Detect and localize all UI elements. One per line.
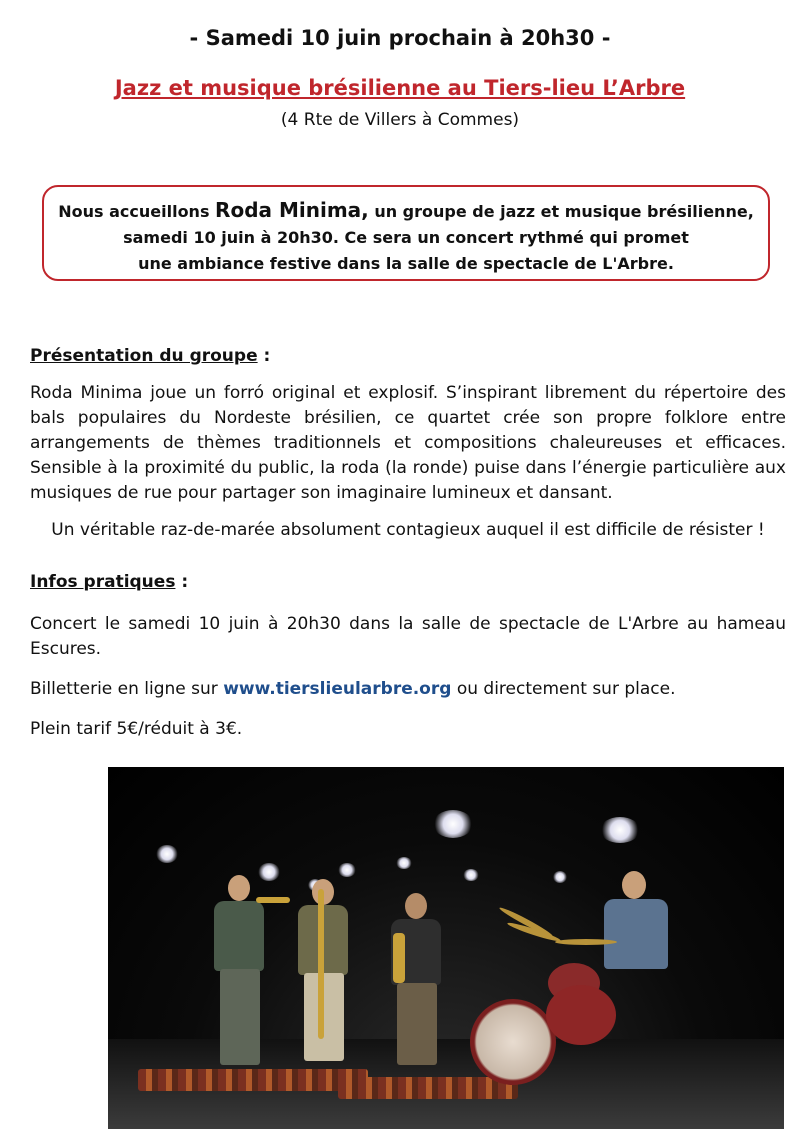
stage-light [433,810,473,838]
stage-light [600,817,640,843]
presentation-heading-text: Présentation du groupe [30,346,258,366]
intro-line-3: une ambiance festive dans la salle de spectacle de L'Arbre. [138,254,674,273]
infos-heading-text: Infos pratiques [30,572,176,592]
stage-light [463,869,479,881]
musician-saxophone [383,893,453,1073]
stage-light [156,845,178,863]
presentation-section [30,344,786,543]
ticket-text-before: Billetterie en ligne sur [30,679,224,699]
musician-trombone [290,879,360,1069]
stage-light [338,863,356,877]
intro-line-2: samedi 10 juin à 20h30. Ce sera un concert rythmé qui promet [123,228,689,247]
presentation-tagline: Un véritable raz-de-marée absolument contagieux auquel il est difficile de résister ! [51,520,765,540]
presentation-heading-colon: : [257,346,271,366]
musician-trumpet [206,875,276,1075]
date-headline: - Samedi 10 juin prochain à 20h30 - [189,26,611,50]
musician-drummer [598,871,678,1001]
infos-heading-colon: : [175,572,189,592]
event-title: Jazz et musique brésilienne au Tiers-lieu L’Arbre [114,76,686,100]
presentation-heading [30,344,786,369]
intro-text-before: Nous accueillons [58,202,216,221]
presentation-paragraph: Roda Minima joue un forró original et explosif. S’inspirant librement du répertoire des bals populaires du Nordeste brésilien, ce quartet crée son propre folklore entre arrangements de thèmes traditionnels et compositions chaleureuses et efficaces. Sensible à la proximité du public, la roda (la ronde) puise dans l’énergie particulière aux musiques de rue pour partager son imaginaire lumineux et dansant. [30,383,786,503]
intro-text-after: un groupe de jazz et musique brésilienne, [368,202,754,221]
intro-box [42,185,770,281]
drum [546,985,616,1045]
cymbal [555,939,617,945]
drum [470,999,556,1085]
ticket-text-after: ou directement sur place. [451,679,676,699]
website-link[interactable]: www.tierslieularbre.org [223,679,452,699]
infos-section [30,570,786,742]
ticket-info [30,677,786,702]
infos-heading [30,570,786,595]
concert-info: Concert le samedi 10 juin à 20h30 dans la salle de spectacle de L'Arbre au hameau Escures. [30,614,786,659]
price-info: Plein tarif 5€/réduit à 3€. [30,719,243,739]
band-name: Roda Minima, [215,198,369,222]
stage-light [396,857,412,869]
venue-address: (4 Rte de Villers à Commes) [280,110,520,130]
band-photo [108,767,784,1129]
intro-line-1 [44,197,768,225]
rug [338,1077,518,1099]
stage-light [553,871,567,883]
